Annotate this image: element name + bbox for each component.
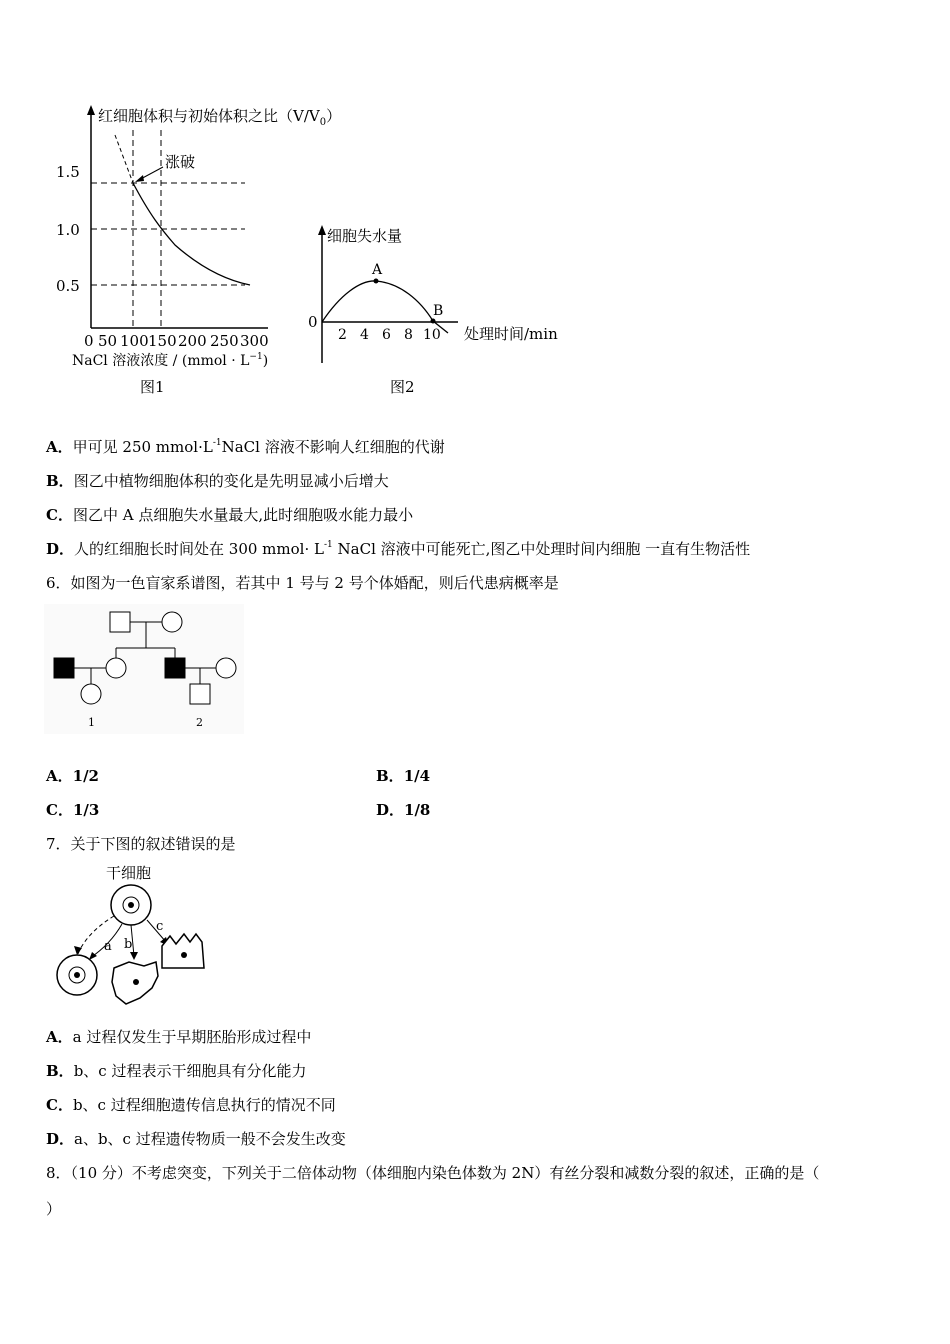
pedigree-individual-1 [81, 684, 101, 704]
option-text: 1/4 [403, 767, 431, 785]
q6-option-c [46, 799, 99, 820]
pedigree-male-affected [165, 658, 185, 678]
option-label: A． [46, 1028, 73, 1046]
option-label: C． [46, 801, 73, 819]
q6-stem [46, 572, 559, 593]
diagram-label-b: b [124, 937, 133, 952]
q5-option-d [46, 538, 750, 559]
q7-option-a [46, 1026, 311, 1047]
pedigree-male-affected [54, 658, 74, 678]
fig2-xtick-10: 10 [423, 327, 441, 343]
fig2-xtick-6: 6 [382, 327, 391, 343]
pedigree-individual-2 [190, 684, 210, 704]
pedigree-female-normal [106, 658, 126, 678]
q5-option-b [46, 470, 389, 491]
option-text-part: 人的红细胞长时间处在 300 mmol· L [74, 540, 324, 558]
fig2-xtick-2: 2 [338, 327, 347, 343]
question-text: （10 分）不考虑突变，下列关于二倍体动物（体细胞内染色体数为 2N）有丝分裂和减数分裂的叙述，正确的是（ [70, 1164, 820, 1182]
pedigree-female-normal [162, 612, 182, 632]
option-text: 1/8 [404, 801, 431, 819]
diagram-title: 干细胞 [106, 864, 152, 882]
option-sup: -1 [323, 540, 333, 550]
fig2-xlabel: 处理时间/min [464, 325, 558, 343]
pedigree-label-1: 1 [88, 716, 95, 729]
q7-option-b [46, 1060, 306, 1081]
pedigree-label-2: 2 [196, 716, 203, 729]
fig1-xtick-50: 50 [98, 332, 118, 350]
option-text: 1/3 [72, 801, 100, 819]
option-text: 1/2 [72, 767, 99, 785]
fig1-xtick-200: 200 [178, 332, 207, 350]
option-label: B． [46, 472, 74, 490]
q5-option-c [46, 504, 413, 525]
q8-stem-end [46, 1198, 61, 1219]
q8-stem [46, 1162, 819, 1183]
option-label: B． [46, 1062, 74, 1080]
fig1-xtick-300: 300 [240, 332, 269, 350]
pedigree-chart [44, 604, 244, 734]
q7-stem [46, 833, 236, 854]
pedigree-female-normal [216, 658, 236, 678]
fig2-ylabel: 细胞失水量 [327, 227, 403, 245]
stem-cell-diagram [44, 858, 224, 1016]
option-text: a 过程仅发生于早期胚胎形成过程中 [72, 1028, 312, 1046]
option-text [73, 438, 445, 456]
option-text-part: NaCl 溶液不影响人红细胞的代谢 [221, 438, 445, 456]
fig2-caption: 图2 [390, 378, 415, 396]
option-label: D． [46, 1130, 75, 1148]
option-label: C． [46, 506, 73, 524]
option-label: A． [46, 438, 73, 456]
q7-option-c [46, 1094, 336, 1115]
question-number: 7． [46, 835, 71, 853]
q7-option-d [46, 1128, 346, 1149]
q6-option-d [376, 799, 430, 820]
option-label: B． [376, 767, 404, 785]
fig1-ytick-1-5: 1.5 [56, 163, 80, 181]
option-label: A． [46, 767, 73, 785]
question-number: 8． [46, 1164, 71, 1182]
option-text-part: 甲可见 250 mmol·L [72, 438, 213, 456]
q5-option-a [46, 436, 445, 457]
option-text: a、b、c 过程遗传物质一般不会发生改变 [74, 1130, 346, 1148]
q6-option-a [46, 765, 99, 786]
fig2-point-a: A [372, 262, 383, 278]
option-text: 图乙中植物细胞体积的变化是先明显减小后增大 [73, 472, 389, 490]
option-label: D． [376, 801, 405, 819]
fig1-xlabel: NaCl 溶液浓度 / (mmol · $L^{-1}$) [72, 352, 269, 369]
option-sup: -1 [212, 438, 222, 448]
question-text: 如图为一色盲家系谱图，若其中 1 号与 2 号个体婚配，则后代患病概率是 [70, 574, 559, 592]
option-text-part: NaCl 溶液中可能死亡,图乙中处理时间内细胞 一直有生物活性 [332, 540, 751, 558]
figure-2 [308, 225, 558, 396]
fig1-caption: 图1 [140, 378, 165, 396]
figure-1 [56, 105, 341, 396]
option-label: C． [46, 1096, 73, 1114]
pedigree-male-normal [110, 612, 130, 632]
fig1-xtick-150: 150 [148, 332, 177, 350]
question-number: 6． [46, 574, 71, 592]
option-text [74, 540, 750, 558]
fig1-ytick-1-0: 1.0 [56, 221, 80, 239]
diagram-label-c: c [156, 919, 164, 934]
question-text-end: ） [46, 1200, 62, 1218]
fig1-xtick-100: 100 [120, 332, 149, 350]
option-text: b、c 过程表示干细胞具有分化能力 [73, 1062, 307, 1080]
fig2-xtick-8: 8 [404, 327, 413, 343]
fig1-ytick-0-5: 0.5 [56, 277, 80, 295]
fig2-point-b: B [433, 303, 444, 319]
option-label: D． [46, 540, 75, 558]
option-text: 图乙中 A 点细胞失水量最大,此时细胞吸水能力最小 [72, 506, 414, 524]
figures-1-2 [40, 95, 580, 405]
fig1-xtick-250: 250 [210, 332, 239, 350]
fig2-xtick-4: 4 [360, 327, 369, 343]
diagram-label-a: a [104, 939, 112, 954]
q6-option-b [376, 765, 430, 786]
fig1-ylabel: 红细胞体积与初始体积之比$(V/V_0)$ [98, 107, 342, 128]
question-text: 关于下图的叙述错误的是 [70, 835, 236, 853]
fig1-annotation-burst: 涨破 [165, 153, 196, 171]
fig1-origin: 0 [84, 332, 94, 350]
fig2-origin: 0 [308, 313, 318, 331]
option-text: b、c 过程细胞遗传信息执行的情况不同 [72, 1096, 336, 1114]
